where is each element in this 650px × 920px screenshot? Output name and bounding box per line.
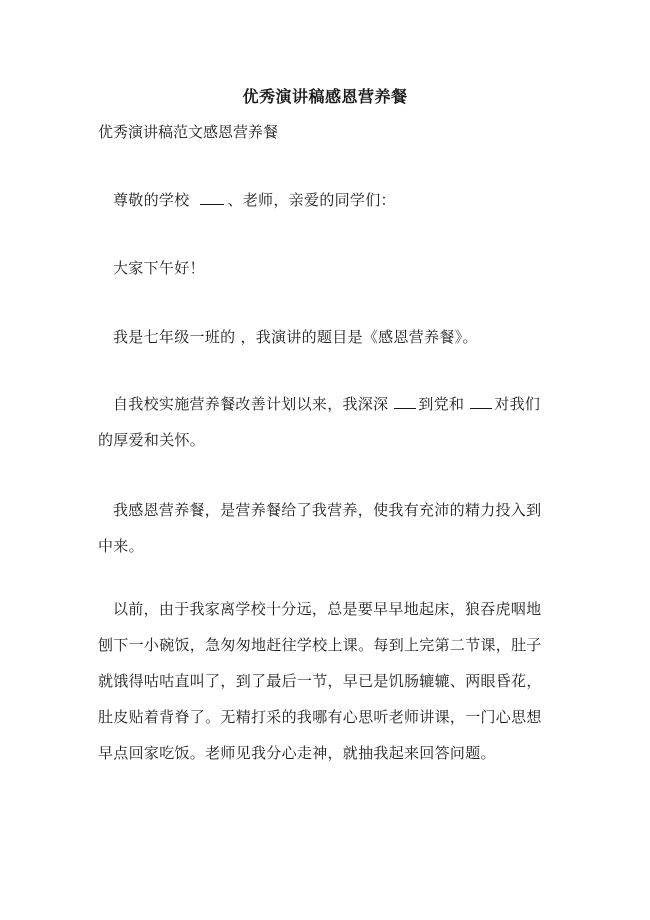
- hello-paragraph: 大家下午好！: [113, 259, 205, 277]
- document-subtitle: 优秀演讲稿范文感恩营养餐: [98, 123, 279, 141]
- greeting-text-end: 、老师，亲爱的同学们：: [227, 191, 396, 209]
- gratitude-text-1: 自我校实施营养餐改善计划以来，我深深: [113, 395, 389, 413]
- before-paragraph: 以前，由于我家离学校十分远，总是要早早地起床，狼吞虎咽地刨下一小碗饭，急匆匆地赶往学校上课。每到上完第二节课，肚子就饿得咕咕直叫了，到了最后一节，早已是饥肠辘辘、两眼昏花，肚皮贴着背脊了。无精打采的我哪有心思听老师讲课，一门心思想早点回家吃饭。老师见我分心走神，就抽我起来回答问题。: [98, 600, 542, 762]
- thanks-paragraph: 我感恩营养餐，是营养餐给了我营养，使我有充沛的精力投入到中来。: [98, 501, 542, 555]
- greeting-paragraph: [98, 182, 552, 218]
- fill-in-blank: [470, 394, 492, 409]
- gratitude-text-2: 到党和: [418, 395, 465, 413]
- gratitude-paragraph: [98, 386, 552, 458]
- fill-in-blank: [394, 394, 416, 409]
- document-title: 优秀演讲稿感恩营养餐: [242, 87, 408, 106]
- greeting-text-start: 尊敬的学校: [113, 191, 190, 209]
- fill-in-blank: [200, 190, 224, 205]
- gratitude-text-3: 对我们的厚爱和关怀。: [98, 395, 541, 449]
- intro-paragraph: 我是七年级一班的 ，我演讲的题目是《感恩营养餐》。: [113, 328, 478, 346]
